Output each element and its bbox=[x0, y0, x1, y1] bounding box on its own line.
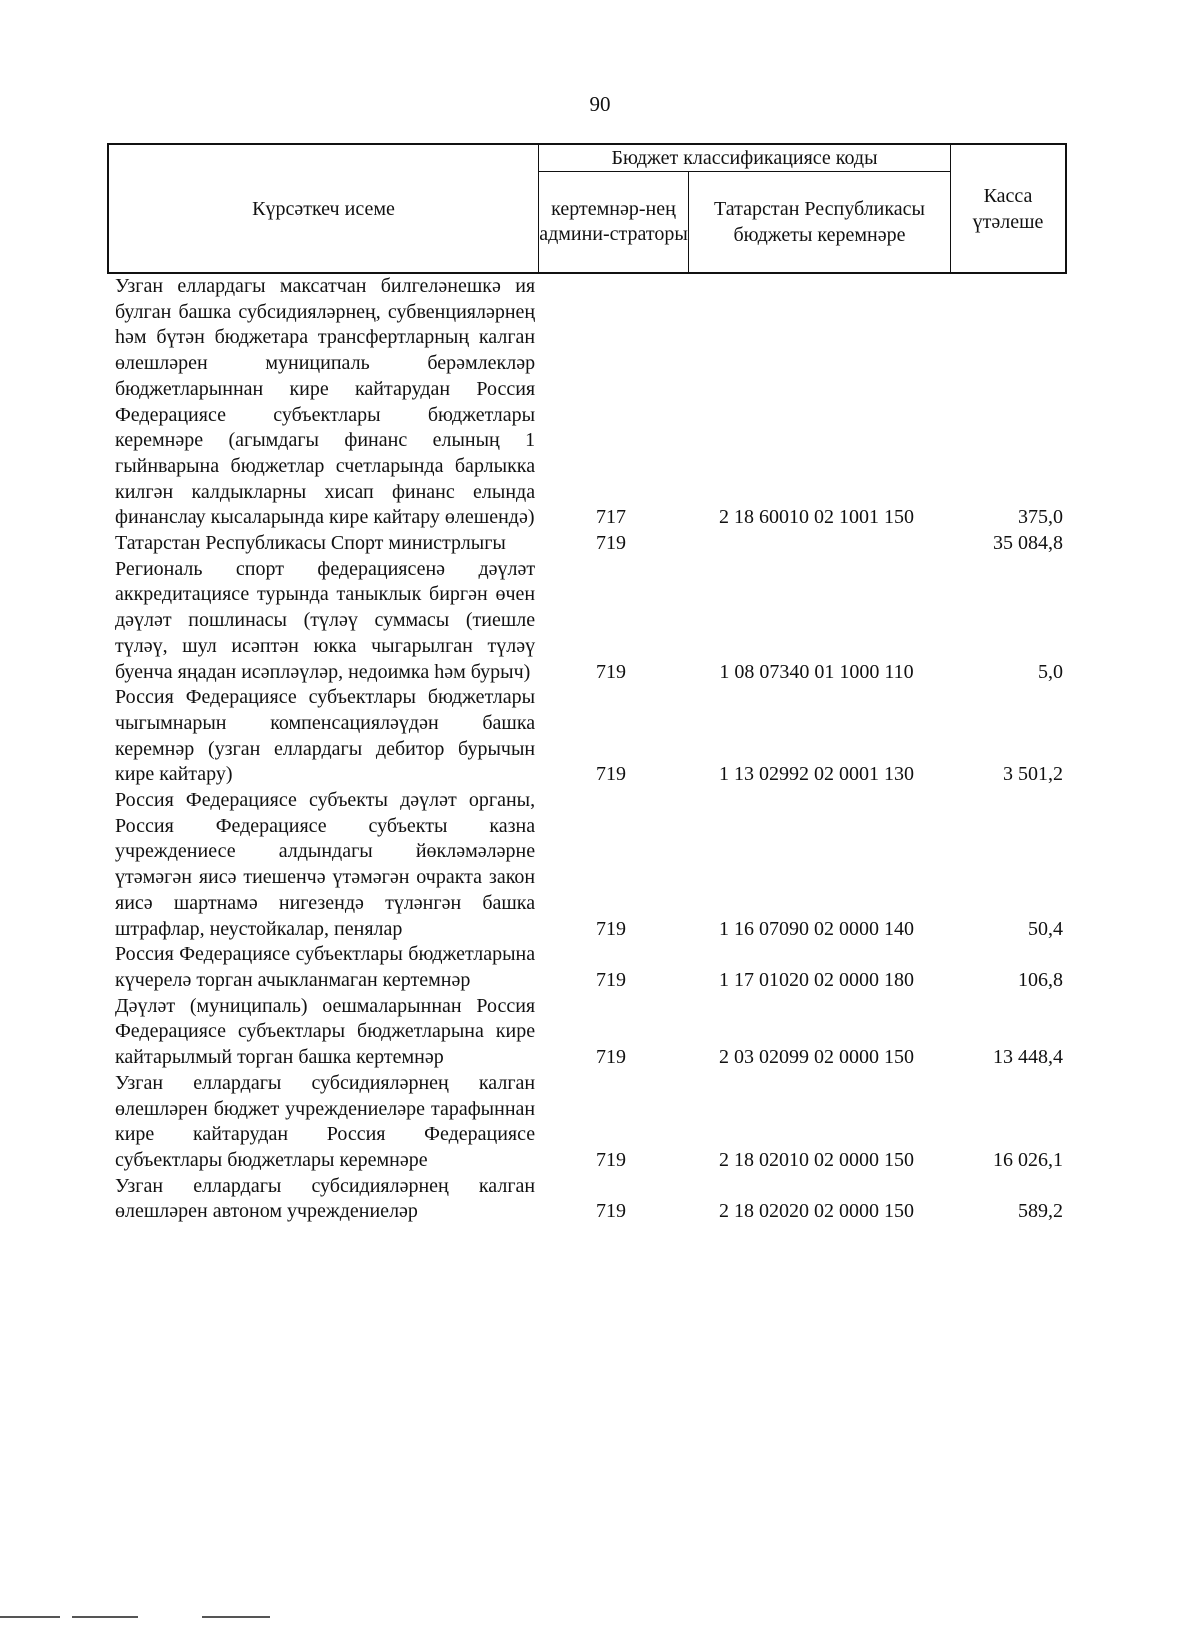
table-row bbox=[107, 274, 1067, 531]
cash-amount: 13 448,4 bbox=[993, 1046, 1063, 1069]
table-body bbox=[107, 274, 1067, 1225]
table-row bbox=[107, 1174, 1067, 1225]
table-row bbox=[107, 788, 1067, 942]
admin-code: 719 bbox=[595, 660, 626, 683]
admin-code: 719 bbox=[595, 1200, 626, 1223]
table-row bbox=[107, 685, 1067, 788]
revenue-code: 1 13 02992 02 0001 130 bbox=[719, 763, 915, 786]
indicator-name: Узган еллардагы субсидияләрнең калган өлешләрен автоном учреждениеләр bbox=[115, 1174, 536, 1223]
budget-table bbox=[107, 143, 1067, 1225]
table-row bbox=[107, 557, 1067, 686]
admin-code: 719 bbox=[595, 917, 626, 940]
header-budget-revenues: Татарстан Республикасы бюджеты керемнәре bbox=[689, 172, 951, 272]
revenue-code: 1 08 07340 01 1000 110 bbox=[719, 660, 914, 683]
page-number: 90 bbox=[589, 92, 611, 116]
cash-amount: 50,4 bbox=[1028, 917, 1063, 940]
indicator-name: Россия Федерациясе субъекты дәүләт органы, Россия Федерациясе субъекты казна учреждениесе алдындагы йөкләмәләрне үтәмәгән яисә тиешенчә үтәмәгән очракта закон яисә шартнамә нигезендә түләнгән башка штрафлар, неустойкалар, пенялар bbox=[115, 789, 536, 940]
header-classification-code: Бюджет классификациясе коды bbox=[539, 145, 951, 172]
indicator-name: Узган еллардагы максатчан билгеләнешкә ия булган башка субсидияләрнең, субвенцияләрнең һәм бүтән бюджетара трансфертларның калган өлешләрен муниципаль берәмлекләр бюджетларыннан кире кайтарудан Россия Федерациясе субъектлары бюджетлары керемнәре (агымдагы финанс елының 1 гыйнварына бюджетлар счетларында барлыкка килгән калдыкларны хисап финанс елында финанслау кысаларында кире кайтару өлешендә) bbox=[115, 275, 536, 529]
footer-scan-lines bbox=[0, 1616, 1200, 1620]
cash-amount: 589,2 bbox=[1018, 1200, 1063, 1223]
revenue-code: 2 03 02099 02 0000 150 bbox=[719, 1046, 915, 1069]
indicator-name: Региональ спорт федерациясенә дәүләт аккредитациясе турында таныклык биргән өчен дәүләт пошлинасы (түләү суммасы (тиешле түләү, шул исәптән юкка чыгарылган түләү буенча яңадан исәпләүләр, недоимка һәм бурыч) bbox=[115, 557, 536, 683]
revenue-code: 1 17 01020 02 0000 180 bbox=[719, 968, 915, 991]
cash-amount: 106,8 bbox=[1018, 968, 1063, 991]
indicator-name: Татарстан Республикасы Спорт министрлыгы bbox=[115, 532, 506, 555]
indicator-name: Россия Федерациясе субъектлары бюджетлары чыгымнарын компенсацияләүдән башка керемнәр (узган еллардагы дебитор бурычын кире кайтару) bbox=[115, 686, 536, 786]
cash-amount: 375,0 bbox=[1018, 506, 1063, 529]
table-row bbox=[107, 531, 1067, 557]
table-header bbox=[107, 143, 1067, 274]
cash-amount: 35 084,8 bbox=[993, 532, 1063, 555]
admin-code: 719 bbox=[595, 1046, 626, 1069]
header-revenue-administrators: кертемнәр-нең админи-страторы bbox=[539, 172, 689, 272]
cash-amount: 5,0 bbox=[1038, 660, 1063, 683]
admin-code: 719 bbox=[595, 763, 626, 786]
header-cash-execution: Касса үтәлеше bbox=[972, 184, 1044, 233]
revenue-code: 2 18 60010 02 1001 150 bbox=[719, 506, 915, 529]
cash-amount: 3 501,2 bbox=[1003, 763, 1063, 786]
revenue-code: 2 18 02010 02 0000 150 bbox=[719, 1148, 915, 1171]
table-row bbox=[107, 942, 1067, 993]
admin-code: 717 bbox=[595, 506, 626, 529]
indicator-name: Россия Федерациясе субъектлары бюджетларына күчерелә торган ачыкланмаган кертемнәр bbox=[115, 943, 536, 991]
admin-code: 719 bbox=[595, 1148, 626, 1171]
table-row bbox=[107, 994, 1067, 1071]
indicator-name: Узган еллардагы субсидияләрнең калган өлешләрен бюджет учреждениеләре тарафыннан кире кайтарудан Россия Федерациясе субъектлары бюджетлары керемнәре bbox=[115, 1071, 536, 1171]
revenue-code: 1 16 07090 02 0000 140 bbox=[719, 917, 915, 940]
table-row bbox=[107, 1071, 1067, 1174]
admin-code: 719 bbox=[595, 968, 626, 991]
revenue-code: 2 18 02020 02 0000 150 bbox=[719, 1200, 915, 1223]
cash-amount: 16 026,1 bbox=[993, 1148, 1063, 1171]
header-indicator-name: Күрсәткеч исеме bbox=[109, 145, 539, 272]
indicator-name: Дәүләт (муниципаль) оешмаларыннан Россия Федерациясе субъектлары бюджетларына кире кайтарылмый торган башка кертемнәр bbox=[115, 994, 536, 1069]
admin-code: 719 bbox=[595, 532, 626, 555]
